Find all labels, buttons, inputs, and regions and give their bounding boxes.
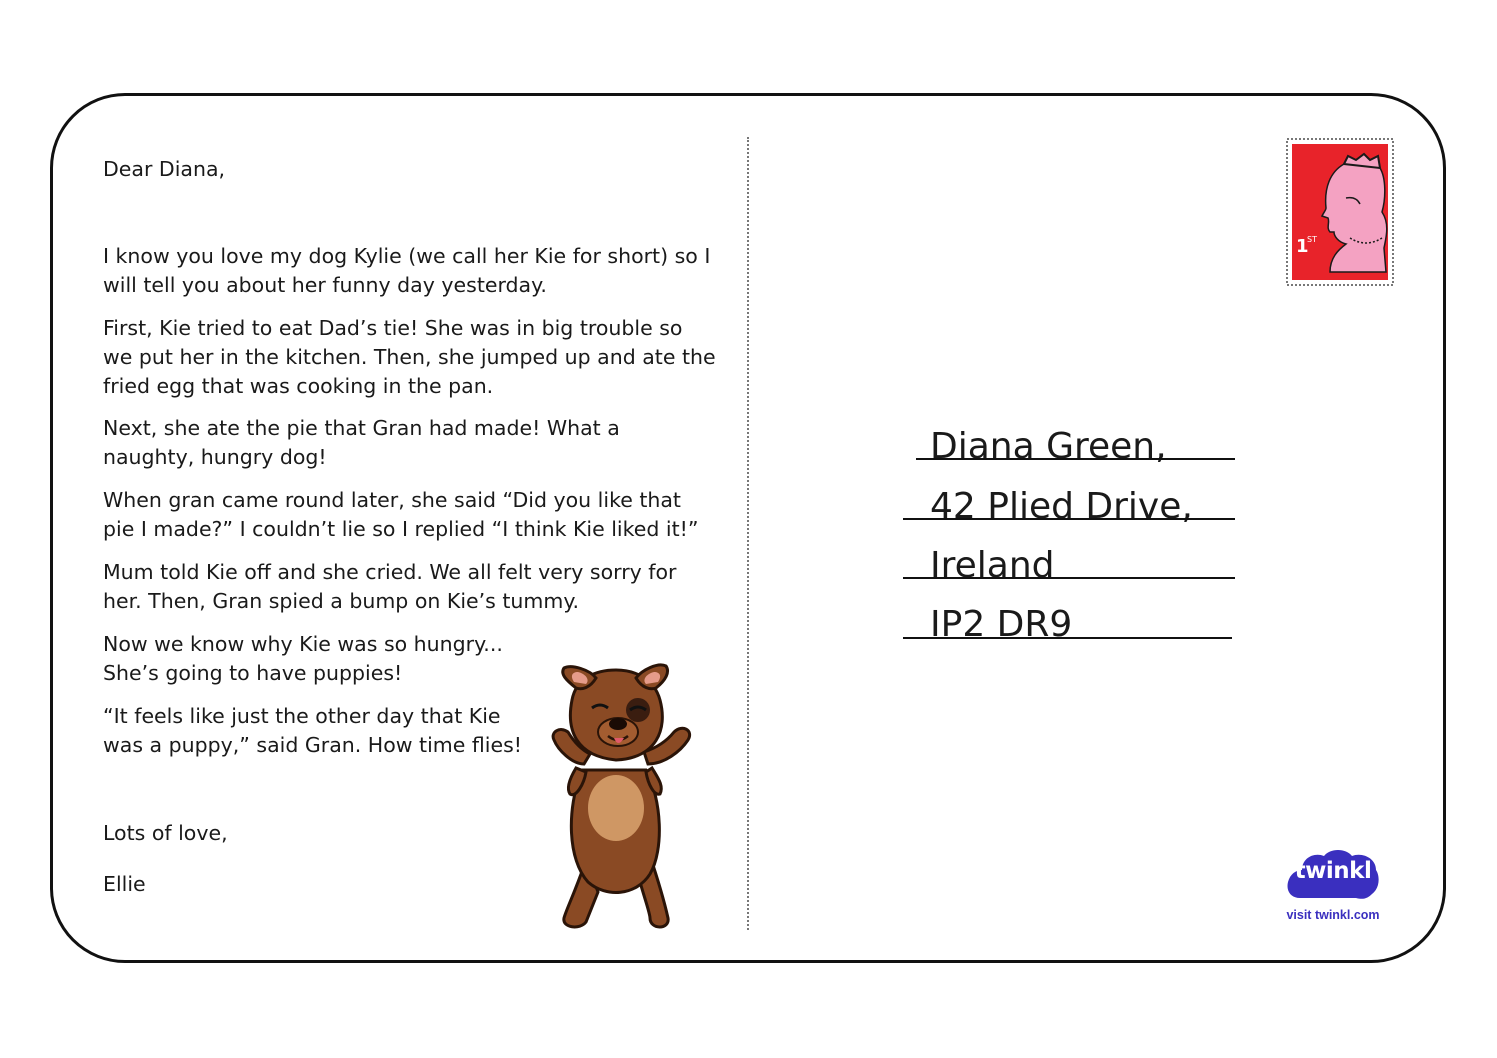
address-line: Ireland [930, 545, 1055, 586]
address-rule [916, 458, 1235, 460]
letter-greeting: Dear Diana, [103, 157, 226, 181]
postcard-divider [747, 137, 749, 930]
letter-paragraph: Now we know why Kie was so hungry... She’s going to have puppies! [103, 632, 503, 685]
letter-closing: Lots of love, [103, 821, 228, 845]
address-rule [903, 577, 1235, 579]
stamp-class-suffix: ST [1307, 235, 1317, 244]
logo-wordmark: twinkl [1294, 858, 1372, 884]
stamp-class-label: 1 [1296, 236, 1309, 257]
logo-url[interactable]: visit twinkl.com [1286, 908, 1380, 922]
letter-paragraph: When gran came round later, she said “Did you like that pie I made?” I couldn’t lie so I replied “I think Kie liked it!” [103, 488, 699, 541]
address-line: Diana Green, [930, 426, 1167, 467]
letter-paragraph: “It feels like just the other day that Kie was a puppy,” said Gran. How time flies! [103, 704, 522, 757]
letter-signature: Ellie [103, 872, 146, 896]
letter-paragraph: Next, she ate the pie that Gran had made! What a naughty, hungry dog! [103, 416, 620, 469]
address-line: 42 Plied Drive, [930, 486, 1193, 527]
letter-paragraph: Mum told Kie off and she cried. We all felt very sorry for her. Then, Gran spied a bump on Kie’s tummy. [103, 560, 677, 613]
postage-stamp [1286, 138, 1394, 286]
address-line: IP2 DR9 [930, 604, 1073, 645]
address-rule [903, 518, 1235, 520]
twinkl-logo[interactable] [1283, 848, 1383, 928]
letter-paragraph: I know you love my dog Kylie (we call her Kie for short) so I will tell you about her funny day yesterday. [103, 244, 711, 297]
brown-dog-icon [546, 660, 698, 935]
address-rule [903, 637, 1232, 639]
letter-paragraph: First, Kie tried to eat Dad’s tie! She was in big trouble so we put her in the kitchen. Then, she jumped up and ate the fried egg that was cooking in the pan. [103, 316, 716, 398]
